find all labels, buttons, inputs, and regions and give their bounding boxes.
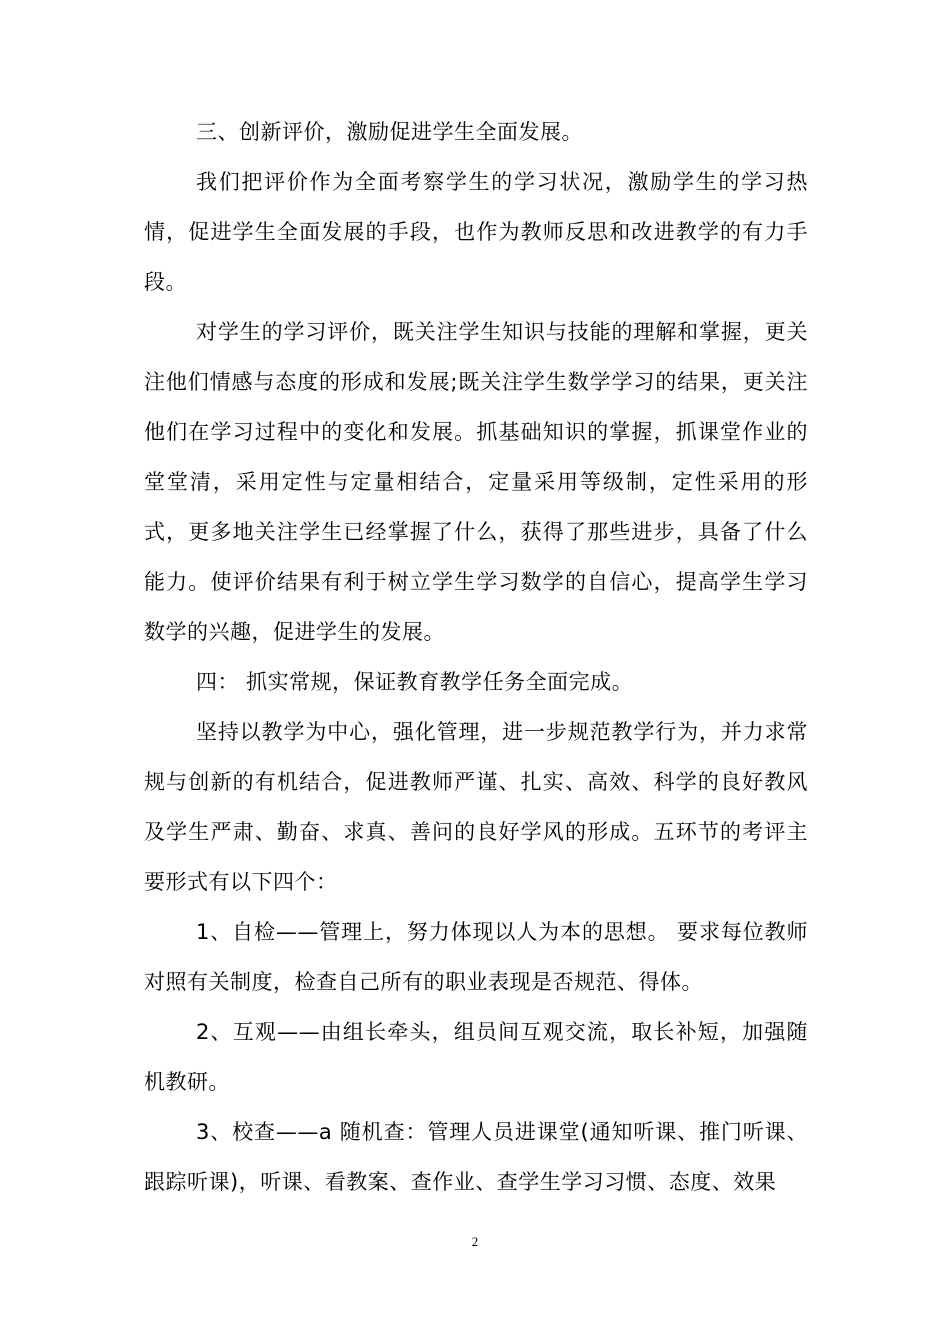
section-heading-three: 三、创新评价，激励促进学生全面发展。	[196, 120, 583, 144]
paragraph: 对学生的学习评价，既关注学生知识与技能的理解和掌握，更关注他们情感与态度的形成和发展;既关注学生数学学习的结果，更关注他们在学习过程中的变化和发展。抓基础知识的掌握，抓课堂作业的堂堂清，采用定性与定量相结合，定量采用等级制，定性采用的形式，更多地关注学生已经掌握了什么，获得了那些进步，具备了什么能力。使评价结果有利于树立学生学习数学的自信心，提高学生学习数学的兴趣，促进学生的发展。	[144, 320, 808, 644]
body-text	[144, 107, 808, 1207]
list-item: 2、互观——由组长牵头，组员间互观交流，取长补短，加强随机教研。	[144, 1020, 808, 1094]
paragraph: 我们把评价作为全面考察学生的学习状况，激励学生的学习热情，促进学生全面发展的手段，也作为教师反思和改进教学的有力手段。	[144, 170, 808, 294]
list-item: 1、自检——管理上，努力体现以人为本的思想。 要求每位教师对照有关制度，检查自己所有的职业表现是否规范、得体。	[144, 920, 808, 994]
paragraph: 坚持以教学为中心，强化管理，进一步规范教学行为，并力求常规与创新的有机结合，促进教师严谨、扎实、高效、科学的良好教风及学生严肃、勤奋、求真、善问的良好学风的形成。五环节的考评主要形式有以下四个：	[144, 720, 808, 894]
list-item: 3、校查——a 随机查：管理人员进课堂(通知听课、推门听课、跟踪听课)，听课、看教案、查作业、查学生学习习惯、态度、效果	[144, 1120, 808, 1194]
page-number: 2	[471, 1234, 479, 1249]
section-heading-four: 四： 抓实常规，保证教育教学任务全面完成。	[196, 670, 634, 694]
